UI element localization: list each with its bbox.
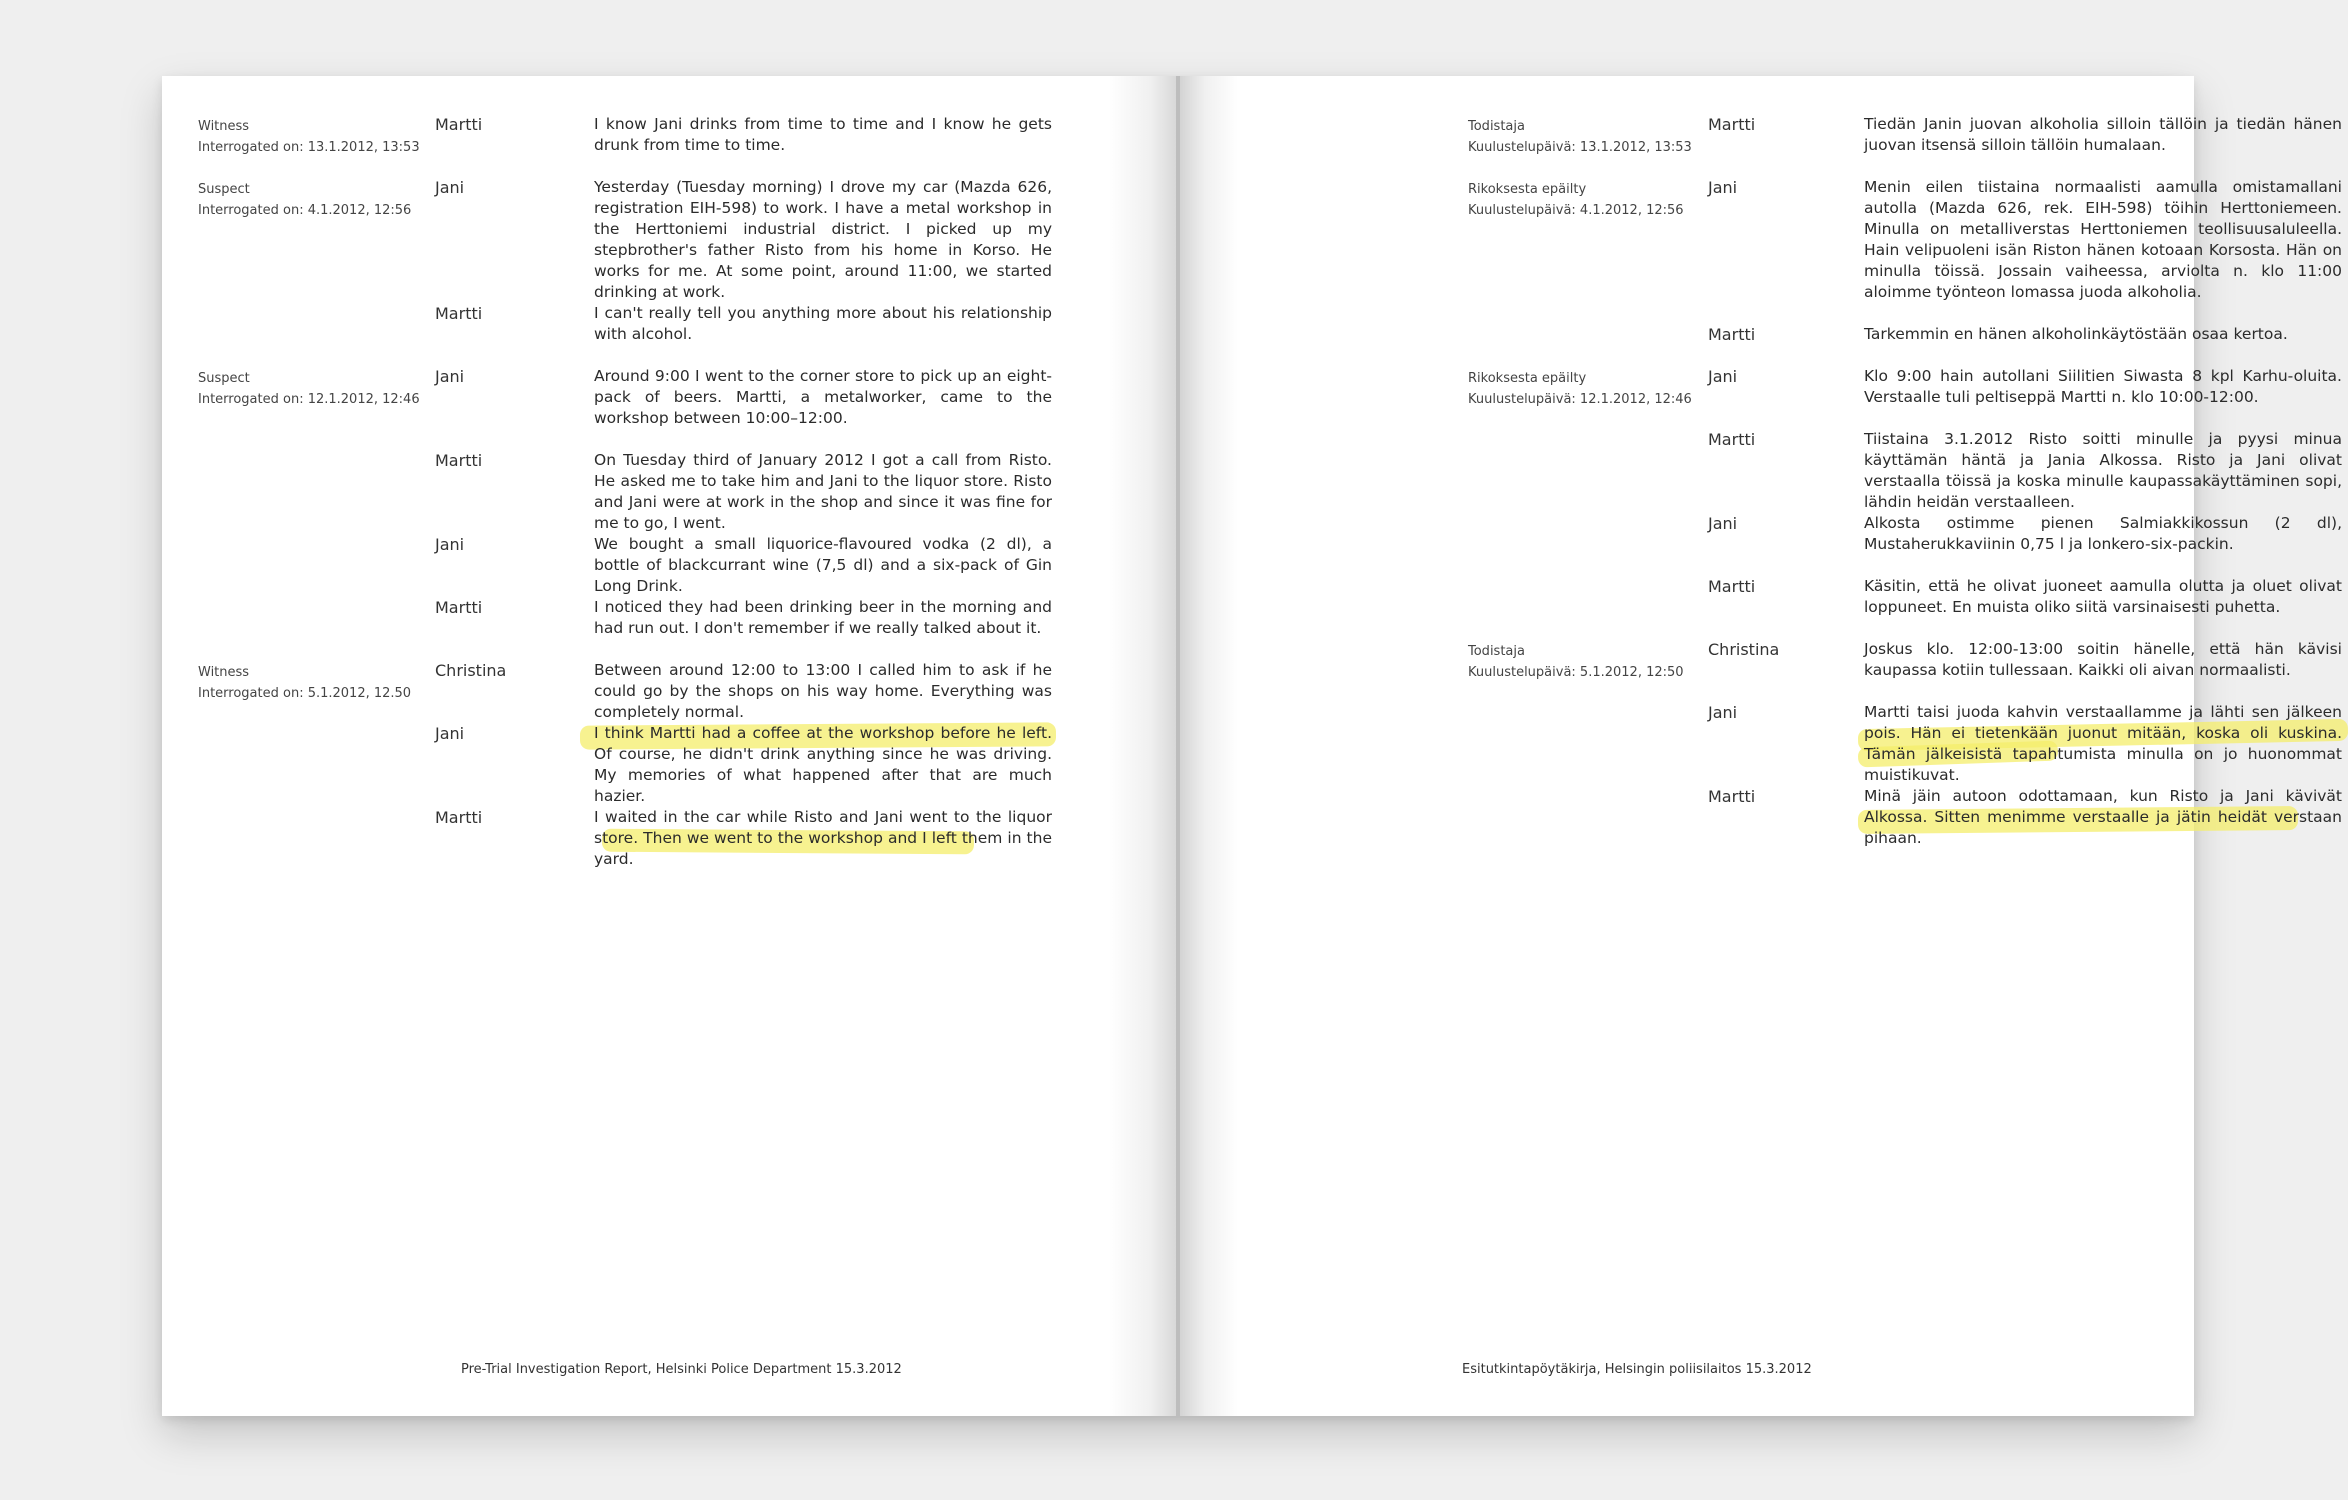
statement-text: I think Martti had a coffee at the workshop before he left. Of course, he didn't drink anything since he was driving. My memories of what happened after that are much hazier. bbox=[594, 724, 1052, 805]
speaker-name: Martti bbox=[435, 115, 483, 134]
speaker-name: Martti bbox=[1708, 430, 1756, 449]
statement-text: Joskus klo. 12:00-13:00 soitin hänelle, että hän kävisi kaupassa kotiin tullessaan. Kaikki oli aivan normaalisti. bbox=[1864, 640, 2342, 679]
statement-text: Tiistaina 3.1.2012 Risto soitti minulle ja pyysi minua käyttämän häntä ja Jania Alkossa. Risto ja Jani olivat verstaalla töissä ja koska minulle kaupassakäyttäminen sopi, lähdin heidän verstaalleen. bbox=[1864, 430, 2342, 511]
entry-role: Todistaja bbox=[1468, 644, 1525, 659]
speaker-name: Martti bbox=[435, 808, 483, 827]
statement-text: Tiedän Janin juovan alkoholia silloin tällöin ja tiedän hänen juovan itsensä silloin tällöin humalaan. bbox=[1864, 115, 2342, 154]
entry-role: Suspect bbox=[198, 182, 250, 197]
speaker-name: Jani bbox=[435, 535, 465, 554]
statement-text: Martti taisi juoda kahvin verstaallamme ja lähti sen jälkeen pois. Hän ei tietenkään juonut mitään, koska oli kuskina. Tämän jälkeisistä tapahtumista minulla on jo huonommat muistikuvat. bbox=[1864, 703, 2342, 784]
speaker-name: Martti bbox=[435, 598, 483, 617]
speaker-name: Martti bbox=[1708, 325, 1756, 344]
entry-date: Interrogated on: 4.1.2012, 12:56 bbox=[198, 203, 412, 218]
speaker-name: Jani bbox=[435, 178, 465, 197]
right-page bbox=[1178, 76, 2342, 1416]
entry-date: Kuulustelupäivä: 5.1.2012, 12:50 bbox=[1468, 665, 1684, 680]
entry-role: Rikoksesta epäilty bbox=[1468, 182, 1587, 197]
speaker-name: Martti bbox=[435, 451, 483, 470]
speaker-name: Jani bbox=[1708, 178, 1738, 197]
speaker-name: Christina bbox=[435, 661, 507, 680]
entry-date: Kuulustelupäivä: 12.1.2012, 12:46 bbox=[1468, 392, 1692, 407]
statement-text: I noticed they had been drinking beer in the morning and had run out. I don't remember if we really talked about it. bbox=[594, 598, 1052, 637]
speaker-name: Martti bbox=[435, 304, 483, 323]
entry-date: Interrogated on: 12.1.2012, 12:46 bbox=[198, 392, 420, 407]
statement-text: Tarkemmin en hänen alkoholinkäytöstään osaa kertoa. bbox=[1864, 325, 2288, 343]
statement-text: Yesterday (Tuesday morning) I drove my car (Mazda 626, registration EIH-598) to work. I have a metal workshop in the Herttoniemi industrial district. I picked up my stepbrother's father Risto from his home in Korso. He works for me. At some point, around 11:00, we started drinking at work. bbox=[594, 178, 1052, 301]
statement-text: Around 9:00 I went to the corner store to pick up an eight-pack of beers. Martti, a metalworker, came to the workshop between 10:00–12:00. bbox=[594, 367, 1052, 427]
page-footer: Esitutkintapöytäkirja, Helsingin poliisilaitos 15.3.2012 bbox=[1462, 1362, 1812, 1377]
statement-text: Alkosta ostimme pienen Salmiakkikossun (2 dl), Mustaherukkaviinin 0,75 l ja lonkero-six-packin. bbox=[1864, 514, 2342, 553]
statement-text: We bought a small liquorice-flavoured vodka (2 dl), a bottle of blackcurrant wine (7,5 dl) and a six-pack of Gin Long Drink. bbox=[594, 535, 1052, 595]
entry-role: Witness bbox=[198, 665, 250, 680]
left-page bbox=[162, 76, 1178, 1416]
book-gutter bbox=[1176, 76, 1180, 1416]
entry-role: Todistaja bbox=[1468, 119, 1525, 134]
statement-text: Minä jäin autoon odottamaan, kun Risto ja Jani kävivät Alkossa. Sitten menimme verstaalle ja jätin heidät verstaan pihaan. bbox=[1864, 787, 2342, 847]
speaker-name: Jani bbox=[1708, 367, 1738, 386]
statement-text: On Tuesday third of January 2012 I got a call from Risto. He asked me to take him and Jani to the liquor store. Risto and Jani were at work in the shop and since it was fine for me to go, I went. bbox=[594, 451, 1052, 532]
speaker-name: Martti bbox=[1708, 787, 1756, 806]
speaker-name: Martti bbox=[1708, 577, 1756, 596]
statement-text: I can't really tell you anything more about his relationship with alcohol. bbox=[594, 304, 1052, 343]
statement-text: Käsitin, että he olivat juoneet aamulla olutta ja oluet olivat loppuneet. En muista oliko siitä varsinaisesti puhetta. bbox=[1864, 577, 2342, 616]
entry-role: Suspect bbox=[198, 371, 250, 386]
entry-date: Interrogated on: 5.1.2012, 12.50 bbox=[198, 686, 412, 701]
speaker-name: Christina bbox=[1708, 640, 1780, 659]
speaker-name: Jani bbox=[435, 367, 465, 386]
speaker-name: Jani bbox=[435, 724, 465, 743]
statement-text: Klo 9:00 hain autollani Siilitien Siwasta 8 kpl Karhu-oluita. Verstaalle tuli peltiseppä Martti n. klo 10:00-12:00. bbox=[1864, 367, 2342, 406]
entry-role: Witness bbox=[198, 119, 250, 134]
statement-text: I know Jani drinks from time to time and I know he gets drunk from time to time. bbox=[594, 115, 1052, 154]
entry-role: Rikoksesta epäilty bbox=[1468, 371, 1587, 386]
entry-date: Interrogated on: 13.1.2012, 13:53 bbox=[198, 140, 420, 155]
book-spread bbox=[162, 76, 2342, 1416]
speaker-name: Jani bbox=[1708, 514, 1738, 533]
speaker-name: Martti bbox=[1708, 115, 1756, 134]
statement-text: Between around 12:00 to 13:00 I called him to ask if he could go by the shops on his way home. Everything was completely normal. bbox=[594, 661, 1052, 721]
entry-date: Kuulustelupäivä: 13.1.2012, 13:53 bbox=[1468, 140, 1692, 155]
statement-text: I waited in the car while Risto and Jani went to the liquor store. Then we went to the workshop and I left them in the yard. bbox=[594, 808, 1052, 868]
entry-date: Kuulustelupäivä: 4.1.2012, 12:56 bbox=[1468, 203, 1684, 218]
statement-text: Menin eilen tiistaina normaalisti aamulla omistamallani autolla (Mazda 626, rek. EIH-598) töihin Herttoniemeen. Minulla on metalliverstas Herttoniemen teollisuusaluleella. Hain velipuoleni isän Riston hänen kotoaan Korsosta. Hän on minulla töissä. Jossain vaiheessa, arviolta n. klo 11:00 aloimme työnteon lomassa juoda alkoholia. bbox=[1864, 178, 2342, 301]
page-footer: Pre-Trial Investigation Report, Helsinki Police Department 15.3.2012 bbox=[461, 1362, 902, 1377]
speaker-name: Jani bbox=[1708, 703, 1738, 722]
